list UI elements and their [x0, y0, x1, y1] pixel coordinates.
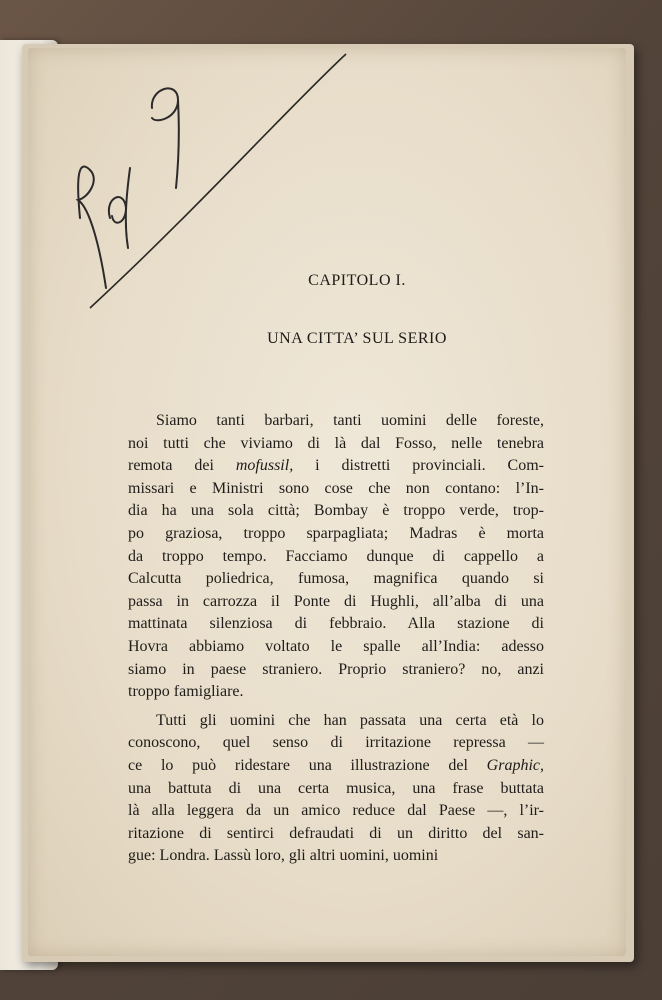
text-line: conoscono, quel senso di irritazione repressa —: [128, 734, 544, 752]
text-line: ce lo può ridestare una illustrazione del Graphic,: [128, 756, 544, 774]
paragraph: [128, 710, 544, 868]
chapter-number: CAPITOLO I.: [308, 272, 406, 289]
body-text: [128, 410, 544, 874]
text-line: po graziosa, troppo sparpagliata; Madras è morta: [128, 524, 544, 542]
text-line: una battuta di una certa musica, una frase buttata: [128, 779, 544, 797]
handwritten-note-text: R d P: [28, 48, 31, 49]
chapter-title: UNA CITTA’ SUL SERIO: [267, 330, 447, 347]
text-line: remota dei mofussil, i distretti provinciali. Com-: [128, 457, 545, 475]
italic-term: Graphic,: [486, 756, 544, 774]
paragraph: [128, 410, 544, 704]
text-line: là alla leggera da un amico reduce dal Paese —, l’ir-: [128, 802, 544, 820]
text-line: ritazione di sentirci defraudati di un diritto del san-: [128, 824, 544, 842]
handwritten-initials: [78, 88, 179, 288]
book-page: [28, 48, 626, 956]
text-line: troppo famigliare.: [128, 683, 244, 701]
text-line: da troppo tempo. Facciamo dunque di cappello a: [128, 547, 544, 565]
text-line: mattinata silenziosa di febbraio. Alla stazione di: [128, 615, 544, 633]
italic-term: mofussil,: [235, 457, 294, 475]
text-line: gue: Londra. Lassù loro, gli altri uomini, uomini: [128, 847, 439, 865]
text-line: Hovra abbiamo voltato le spalle all’India: adesso: [128, 637, 544, 655]
text-line: noi tutti che viviamo di là dal Fosso, nelle tenebra: [128, 434, 544, 452]
text-line: Tutti gli uomini che han passata una certa età lo: [156, 711, 544, 729]
text-line: siamo in paese straniero. Proprio straniero? no, anzi: [128, 660, 544, 678]
diagonal-ink-stroke: [90, 54, 346, 308]
text-line: Siamo tanti barbari, tanti uomini delle foreste,: [156, 412, 544, 429]
text-line: passa in carrozza il Ponte di Hughli, all’alba di una: [128, 592, 544, 610]
text-line: dia ha una sola città; Bombay è troppo verde, trop-: [128, 502, 544, 520]
text-fragment: i distretti provinciali. Com-: [293, 457, 545, 475]
text-line: Calcutta poliedrica, fumosa, magnifica quando si: [128, 570, 544, 588]
text-line: missari e Ministri sono cose che non contano: l’In-: [128, 479, 544, 497]
